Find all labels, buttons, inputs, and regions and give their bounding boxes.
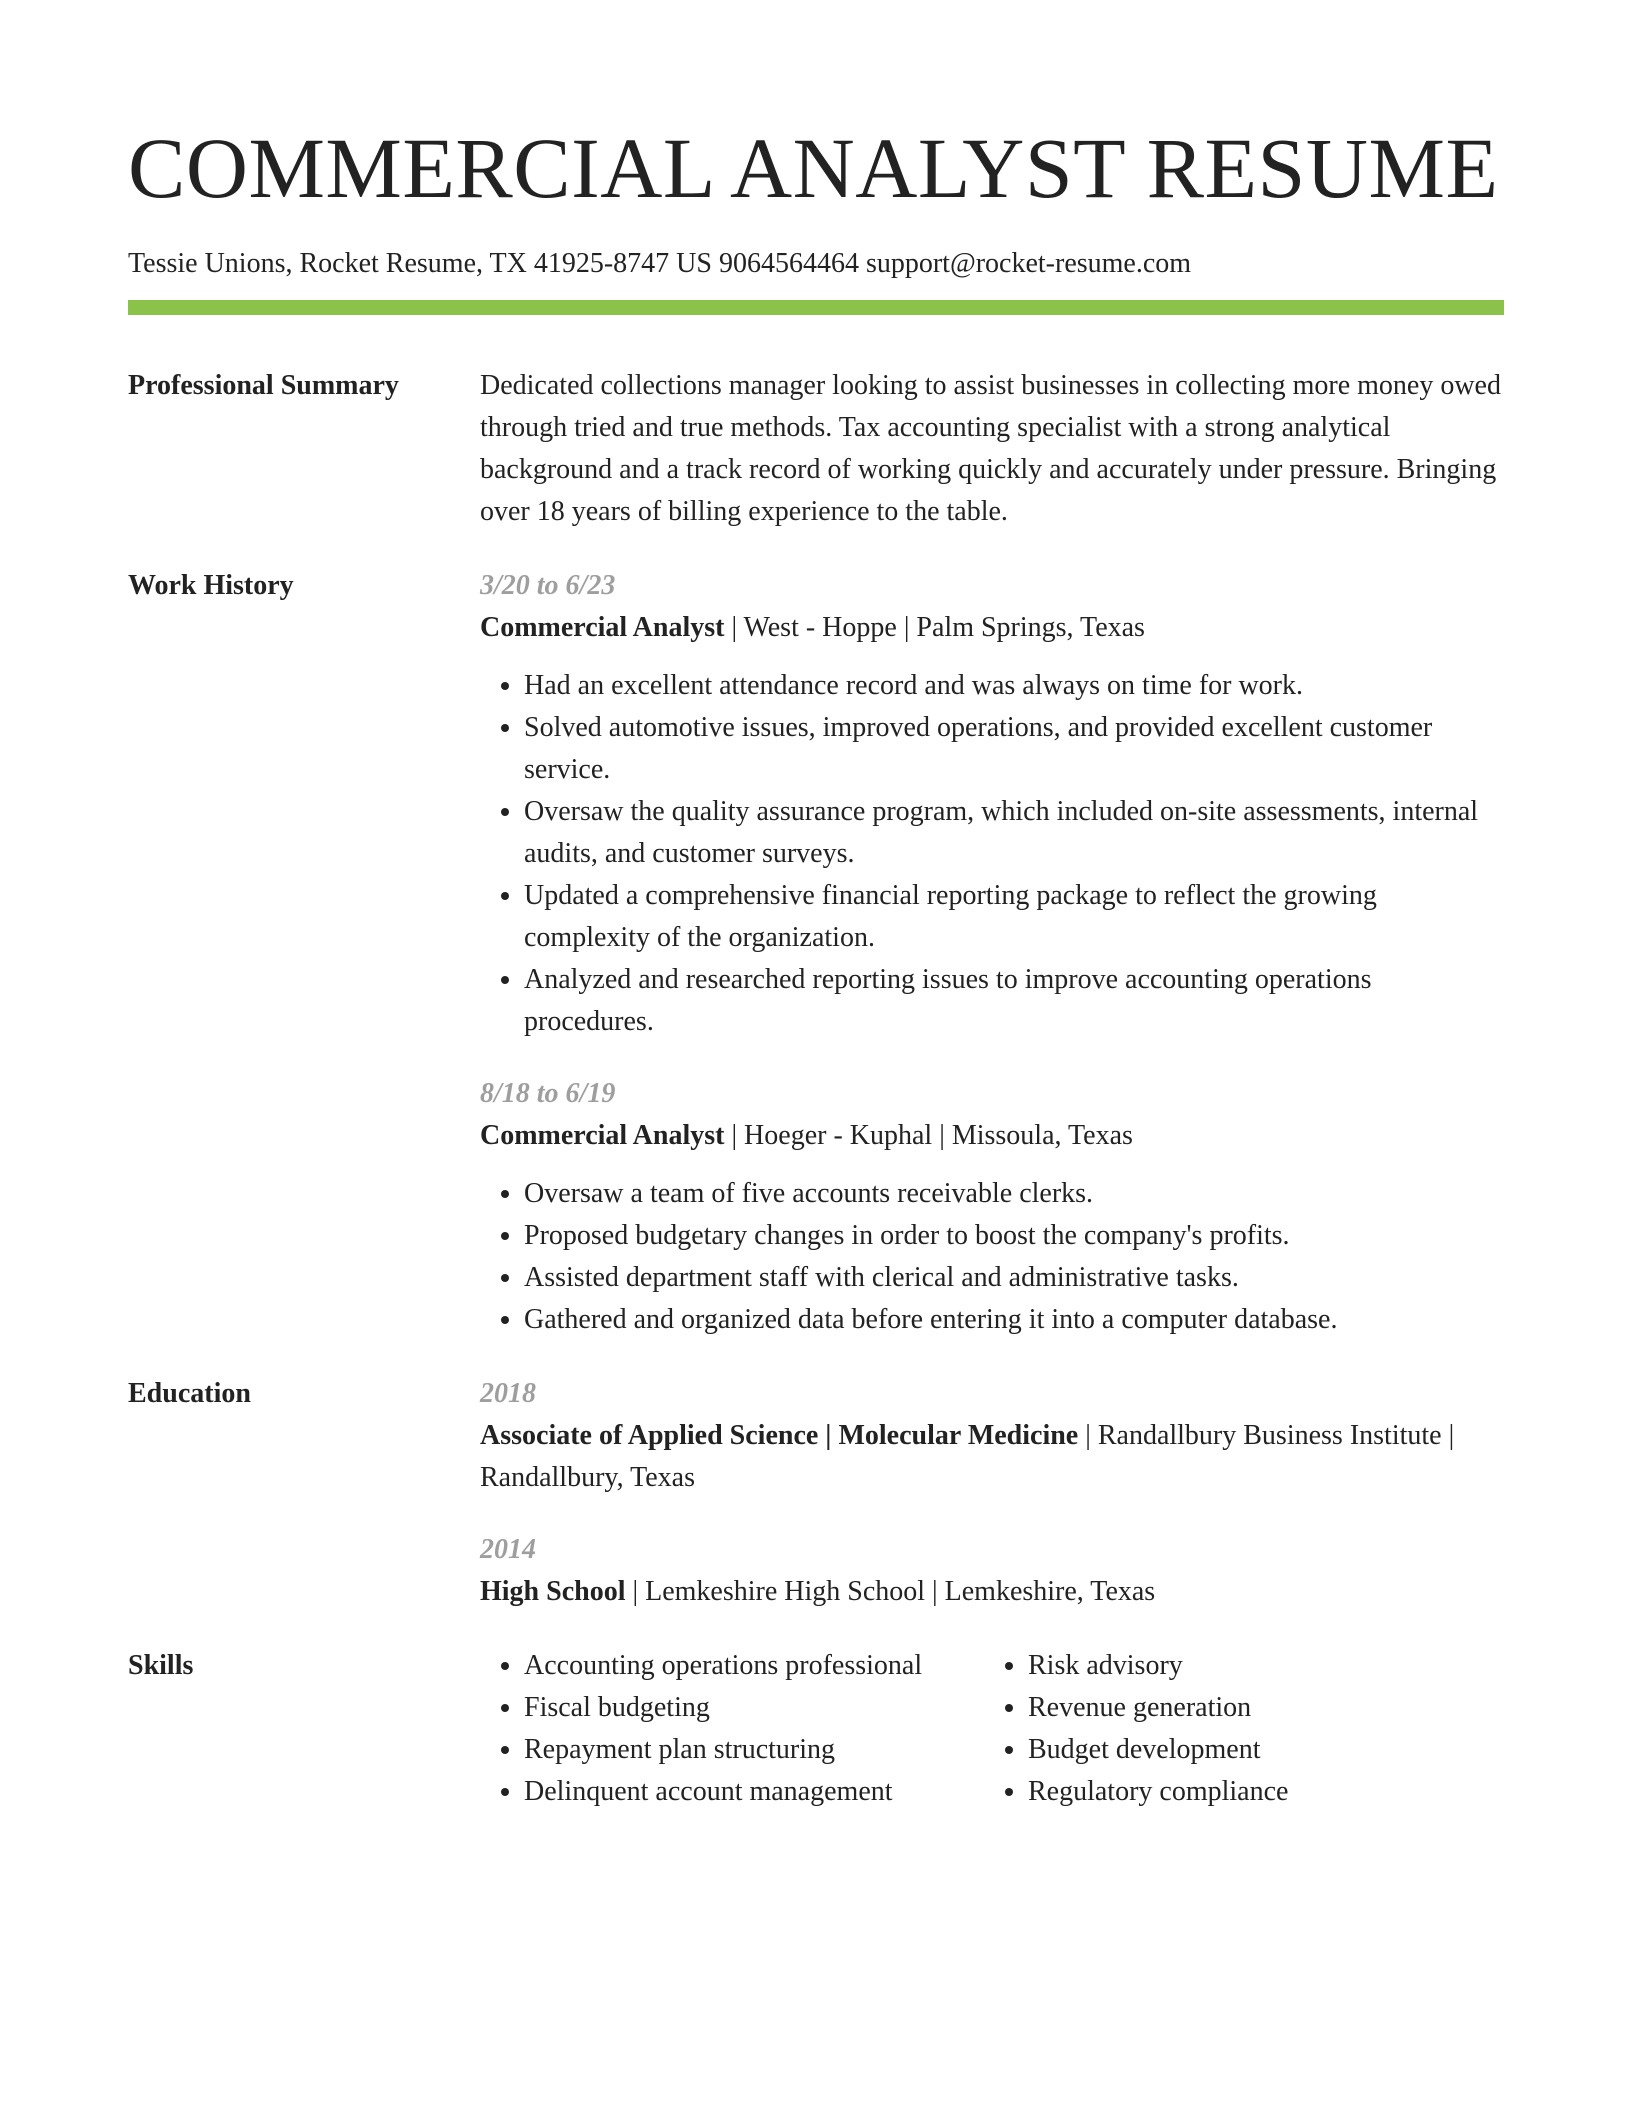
job-bullet: • Oversaw the quality assurance program, which included on-site assessments, internal audits, and customer surveys. (524, 791, 1504, 875)
job-details: | Hoeger - Kuphal | Missoula, Texas (724, 1120, 1133, 1151)
education-degree: Associate of Applied Science | Molecular Medicine (480, 1420, 1079, 1451)
skills-body (480, 1645, 1504, 1813)
job-dates: 3/20 to 6/23 (480, 570, 616, 601)
education-heading-line (480, 1571, 1504, 1613)
job-bullet: • Analyzed and researched reporting issues to improve accounting operations procedures. (524, 959, 1504, 1043)
summary-heading: Professional Summary (128, 370, 399, 401)
resume-page (128, 0, 1504, 1813)
skills-list-left (480, 1645, 984, 1813)
job-bullet: • Gathered and organized data before entering it into a computer database. (524, 1299, 1504, 1341)
contact-phone: 9064564464 (718, 248, 859, 279)
job-bullets (480, 1173, 1504, 1341)
accent-divider (128, 300, 1504, 315)
job-bullet: • Proposed budgetary changes in order to boost the company's profits. (524, 1215, 1504, 1257)
job-bullet: • Assisted department staff with clerical and administrative tasks. (524, 1257, 1504, 1299)
job-title: Commercial Analyst (480, 612, 725, 643)
skill-item: • Fiscal budgeting (524, 1687, 984, 1729)
contact-line (128, 246, 1504, 282)
skill-item: • Risk advisory (1028, 1645, 1488, 1687)
work-history-body (480, 565, 1504, 1341)
skill-item: • Accounting operations professional (524, 1645, 984, 1687)
job-dates: 8/18 to 6/19 (480, 1078, 616, 1109)
skills-list-right (984, 1645, 1488, 1813)
education-entry (480, 1373, 1504, 1499)
summary-section (128, 365, 1504, 533)
job-bullet: • Solved automotive issues, improved operations, and provided excellent customer service. (524, 707, 1504, 791)
contact-name: Tessie Unions, (128, 248, 293, 279)
skill-item: • Budget development (1028, 1729, 1488, 1771)
resume-title: COMMERCIAL ANALYST RESUME (128, 120, 1499, 216)
summary-body (480, 365, 1504, 533)
job-title: Commercial Analyst (480, 1120, 725, 1151)
work-history-section (128, 565, 1504, 1341)
job-bullet: • Oversaw a team of five accounts receivable clerks. (524, 1173, 1504, 1215)
skills-columns (480, 1645, 1504, 1813)
skill-item: • Regulatory compliance (1028, 1771, 1488, 1813)
job-entry (480, 565, 1504, 1043)
skills-section (128, 1645, 1504, 1813)
skill-item: • Repayment plan structuring (524, 1729, 984, 1771)
education-degree: High School (480, 1576, 626, 1607)
work-history-heading: Work History (128, 570, 294, 601)
job-heading (480, 1115, 1504, 1157)
job-details: | West - Hoppe | Palm Springs, Texas (724, 612, 1145, 643)
skills-heading: Skills (128, 1650, 194, 1681)
job-entry (480, 1073, 1504, 1341)
education-section (128, 1373, 1504, 1613)
job-bullet: • Updated a comprehensive financial reporting package to reflect the growing complexity of the organization. (524, 875, 1504, 959)
education-year: 2018 (480, 1378, 536, 1409)
education-heading-line (480, 1415, 1504, 1499)
education-body (480, 1373, 1504, 1613)
education-year: 2014 (480, 1534, 536, 1565)
education-details: | Randallbury Business Institute | Randallbury, Texas (480, 1420, 1455, 1493)
job-heading (480, 607, 1504, 649)
education-details: | Lemkeshire High School | Lemkeshire, Texas (625, 1576, 1156, 1607)
job-bullets (480, 665, 1504, 1043)
contact-email[interactable]: support@rocket-resume.com (865, 248, 1192, 279)
job-bullet: • Had an excellent attendance record and was always on time for work. (524, 665, 1504, 707)
contact-location: Rocket Resume, TX 41925-8747 US (299, 248, 712, 279)
summary-text: Dedicated collections manager looking to assist businesses in collecting more money owed through tried and true methods. Tax accounting specialist with a strong analytical background and a track record of working quickly and accurately under pressure. Bringing over 18 years of billing experience to the table. (480, 370, 1501, 527)
skill-item: • Delinquent account management (524, 1771, 984, 1813)
education-heading: Education (128, 1378, 251, 1409)
education-entry (480, 1529, 1504, 1613)
skill-item: • Revenue generation (1028, 1687, 1488, 1729)
